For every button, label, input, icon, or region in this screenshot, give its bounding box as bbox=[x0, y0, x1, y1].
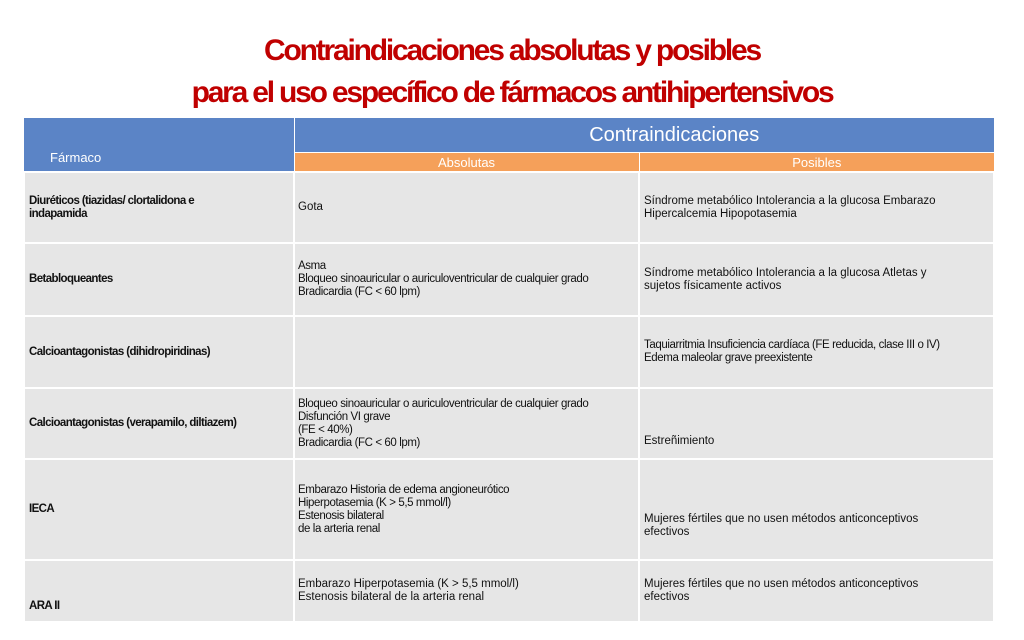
drug-line: ARA II bbox=[29, 600, 60, 612]
posibles-cell bbox=[639, 172, 994, 243]
posibles-cell bbox=[639, 388, 994, 459]
slide-title bbox=[0, 30, 1024, 114]
header-contraindicaciones: Contraindicaciones bbox=[294, 118, 994, 153]
posibles-line: Mujeres fértiles que no usen métodos anticonceptivos bbox=[644, 578, 919, 590]
absolutas-line: (FE < 40%) bbox=[298, 423, 353, 436]
absolutas-cell bbox=[294, 316, 639, 388]
absolutas-line: Bradicardia (FC < 60 lpm) bbox=[298, 436, 420, 449]
absolutas-line: de la arteria renal bbox=[298, 522, 380, 535]
drug-cell bbox=[24, 560, 294, 622]
absolutas-line: Gota bbox=[298, 201, 323, 213]
drug-line: indapamida bbox=[29, 207, 87, 220]
drug-line: Diuréticos (tiazidas/ clortalidona e bbox=[29, 194, 195, 207]
table-row bbox=[24, 172, 994, 243]
absolutas-cell bbox=[294, 388, 639, 459]
absolutas-line: Disfunción VI grave bbox=[298, 410, 391, 423]
drug-cell bbox=[24, 243, 294, 316]
table-row bbox=[24, 388, 994, 459]
absolutas-line: Embarazo Historia de edema angioneurótico bbox=[298, 483, 510, 496]
posibles-line: Mujeres fértiles que no usen métodos anticonceptivos bbox=[644, 513, 919, 525]
absolutas-line: Estenosis bilateral bbox=[298, 509, 384, 522]
drug-cell bbox=[24, 388, 294, 459]
absolutas-line: Bloqueo sinoauricular o auriculoventricular de cualquier grado bbox=[298, 397, 589, 410]
title-line-2: para el uso específico de fármacos antihipertensivos bbox=[191, 76, 833, 109]
contraindications-table bbox=[23, 118, 995, 623]
posibles-line: Síndrome metabólico Intolerancia a la glucosa Atletas y bbox=[644, 266, 927, 279]
posibles-line: efectivos bbox=[644, 526, 690, 538]
posibles-line: Síndrome metabólico Intolerancia a la glucosa Embarazo bbox=[644, 194, 936, 207]
absolutas-cell bbox=[294, 243, 639, 316]
posibles-line: efectivos bbox=[644, 591, 690, 603]
posibles-cell bbox=[639, 243, 994, 316]
posibles-cell bbox=[639, 459, 994, 560]
absolutas-cell bbox=[294, 560, 639, 622]
posibles-line: Estreñimiento bbox=[644, 435, 715, 447]
absolutas-line: Bradicardia (FC < 60 lpm) bbox=[298, 286, 420, 298]
drug-line: Betabloqueantes bbox=[29, 273, 113, 285]
posibles-line: Hipercalcemia Hipopotasemia bbox=[644, 207, 797, 220]
posibles-cell bbox=[639, 560, 994, 622]
table-row bbox=[24, 560, 994, 622]
drug-line: Calcioantagonistas (dihidropiridinas) bbox=[29, 345, 210, 358]
table-row bbox=[24, 243, 994, 316]
absolutas-line: Hiperpotasemia (K > 5,5 mmol/l) bbox=[298, 496, 451, 509]
drug-cell bbox=[24, 459, 294, 560]
header-posibles: Posibles bbox=[639, 153, 994, 173]
table-row bbox=[24, 459, 994, 560]
header-absolutas: Absolutas bbox=[294, 153, 639, 173]
table-row bbox=[24, 316, 994, 388]
drug-line: IECA bbox=[29, 503, 55, 515]
absolutas-cell bbox=[294, 172, 639, 243]
absolutas-line: Bloqueo sinoauricular o auriculoventricular de cualquier grado bbox=[298, 273, 589, 285]
title-line-1: Contraindicaciones absolutas y posibles bbox=[263, 34, 761, 67]
posibles-line: sujetos físicamente activos bbox=[644, 279, 782, 292]
absolutas-line: Embarazo Hiperpotasemia (K > 5,5 mmol/l) bbox=[298, 578, 519, 590]
drug-line: Calcioantagonistas (verapamilo, diltiazem) bbox=[29, 417, 237, 429]
drug-cell bbox=[24, 316, 294, 388]
posibles-cell bbox=[639, 316, 994, 388]
header-farmaco: Fármaco bbox=[24, 118, 294, 172]
posibles-line: Edema maleolar grave preexistente bbox=[644, 352, 813, 364]
absolutas-line: Estenosis bilateral de la arteria renal bbox=[298, 591, 485, 603]
posibles-line: Taquiarritmia Insuficiencia cardíaca (FE reducida, clase III o IV) bbox=[644, 339, 940, 351]
absolutas-line: Asma bbox=[298, 260, 326, 272]
absolutas-cell bbox=[294, 459, 639, 560]
drug-cell bbox=[24, 172, 294, 243]
